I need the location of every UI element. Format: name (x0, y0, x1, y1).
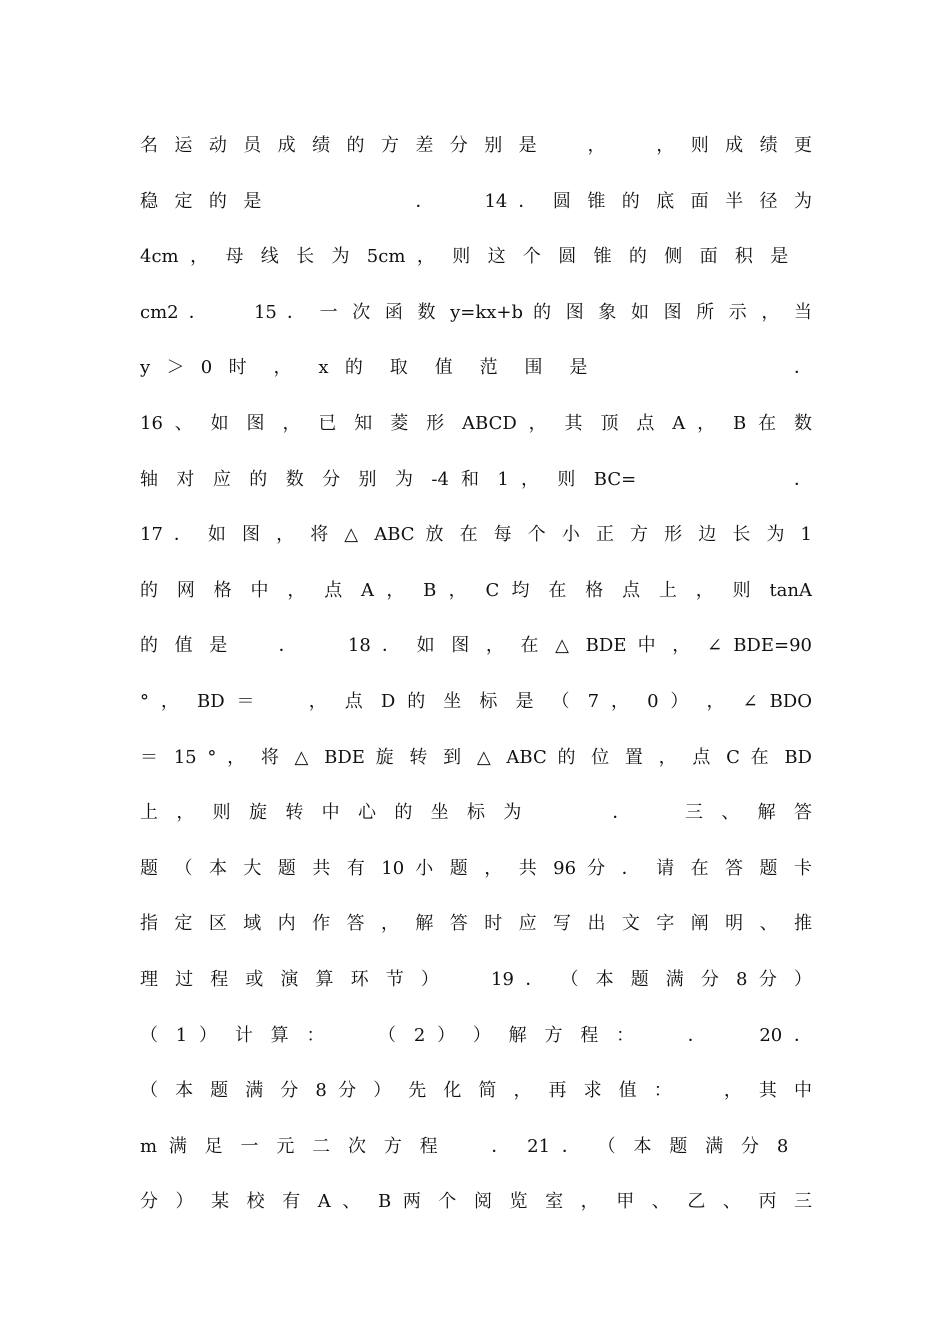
text-line-10: 的 值 是 ． 18 ． 如 图 ， 在 △ BDE 中 ， ∠ BDE=90 (140, 635, 812, 657)
text-line-9: 的 网 格 中 ， 点 A ， B ， C 均 在 格 点 上 ， 则 tanA (140, 579, 812, 601)
text-line-13: 上 ， 则 旋 转 中 心 的 坐 标 为 ． 三 、 解 答 (140, 802, 812, 824)
text-line-8: 17 ． 如 图 ， 将 △ ABC 放 在 每 个 小 正 方 形 边 长 为 1 (140, 524, 812, 546)
text-line-1: 名 运 动 员 成 绩 的 方 差 分 别 是 ， ， 则 成 绩 更 (140, 135, 812, 156)
text-line-3: 4cm ， 母 线 长 为 5cm ， 则 这 个 圆 锥 的 侧 面 积 是 (140, 246, 812, 268)
text-line-11: ° ， BD ＝ ， 点 D 的 坐 标 是 （ 7 ， 0 ） ， ∠ BDO (140, 690, 812, 712)
text-line-5: y ＞ 0 时 ， x 的 取 值 范 围 是 ． (140, 357, 812, 379)
text-line-6: 16 、 如 图 ， 已 知 菱 形 ABCD ， 其 顶 点 A ， B 在 数 (140, 412, 812, 434)
text-line-4: cm2 ． 15 ． 一 次 函 数 y=kx+b 的 图 象 如 图 所 示 ， 当 (140, 301, 812, 323)
body-text (140, 118, 812, 1230)
text-line-20: 分 ） 某 校 有 A 、 B 两 个 阅 览 室 ， 甲 、 乙 、 丙 三 (140, 1191, 812, 1213)
text-line-7: 轴 对 应 的 数 分 别 为 -4 和 1 ， 则 BC= ． (140, 468, 812, 490)
text-line-17: （ 1 ） 计 算 ： （ 2 ） ） 解 方 程 ： ． 20 ． (140, 1024, 812, 1046)
text-line-18: （ 本 题 满 分 8 分 ） 先 化 简 ， 再 求 值 ： ， 其 中 (140, 1080, 812, 1102)
text-line-19: m 满 足 一 元 二 次 方 程 ． 21 ． （ 本 题 满 分 8 (140, 1135, 812, 1157)
text-line-2: 稳 定 的 是 ． 14 ． 圆 锥 的 底 面 半 径 为 (140, 190, 812, 212)
text-line-16: 理 过 程 或 演 算 环 节 ） 19 ． （ 本 题 满 分 8 分 ） (140, 968, 812, 990)
text-line-14: 题 （ 本 大 题 共 有 10 小 题 ， 共 96 分 ． 请 在 答 题 卡 (140, 857, 812, 879)
text-line-15: 指 定 区 域 内 作 答 ， 解 答 时 应 写 出 文 字 阐 明 、 推 (140, 913, 812, 935)
text-line-12: ＝ 15 ° ， 将 △ BDE 旋 转 到 △ ABC 的 位 置 ， 点 C 在 BD (140, 746, 812, 768)
